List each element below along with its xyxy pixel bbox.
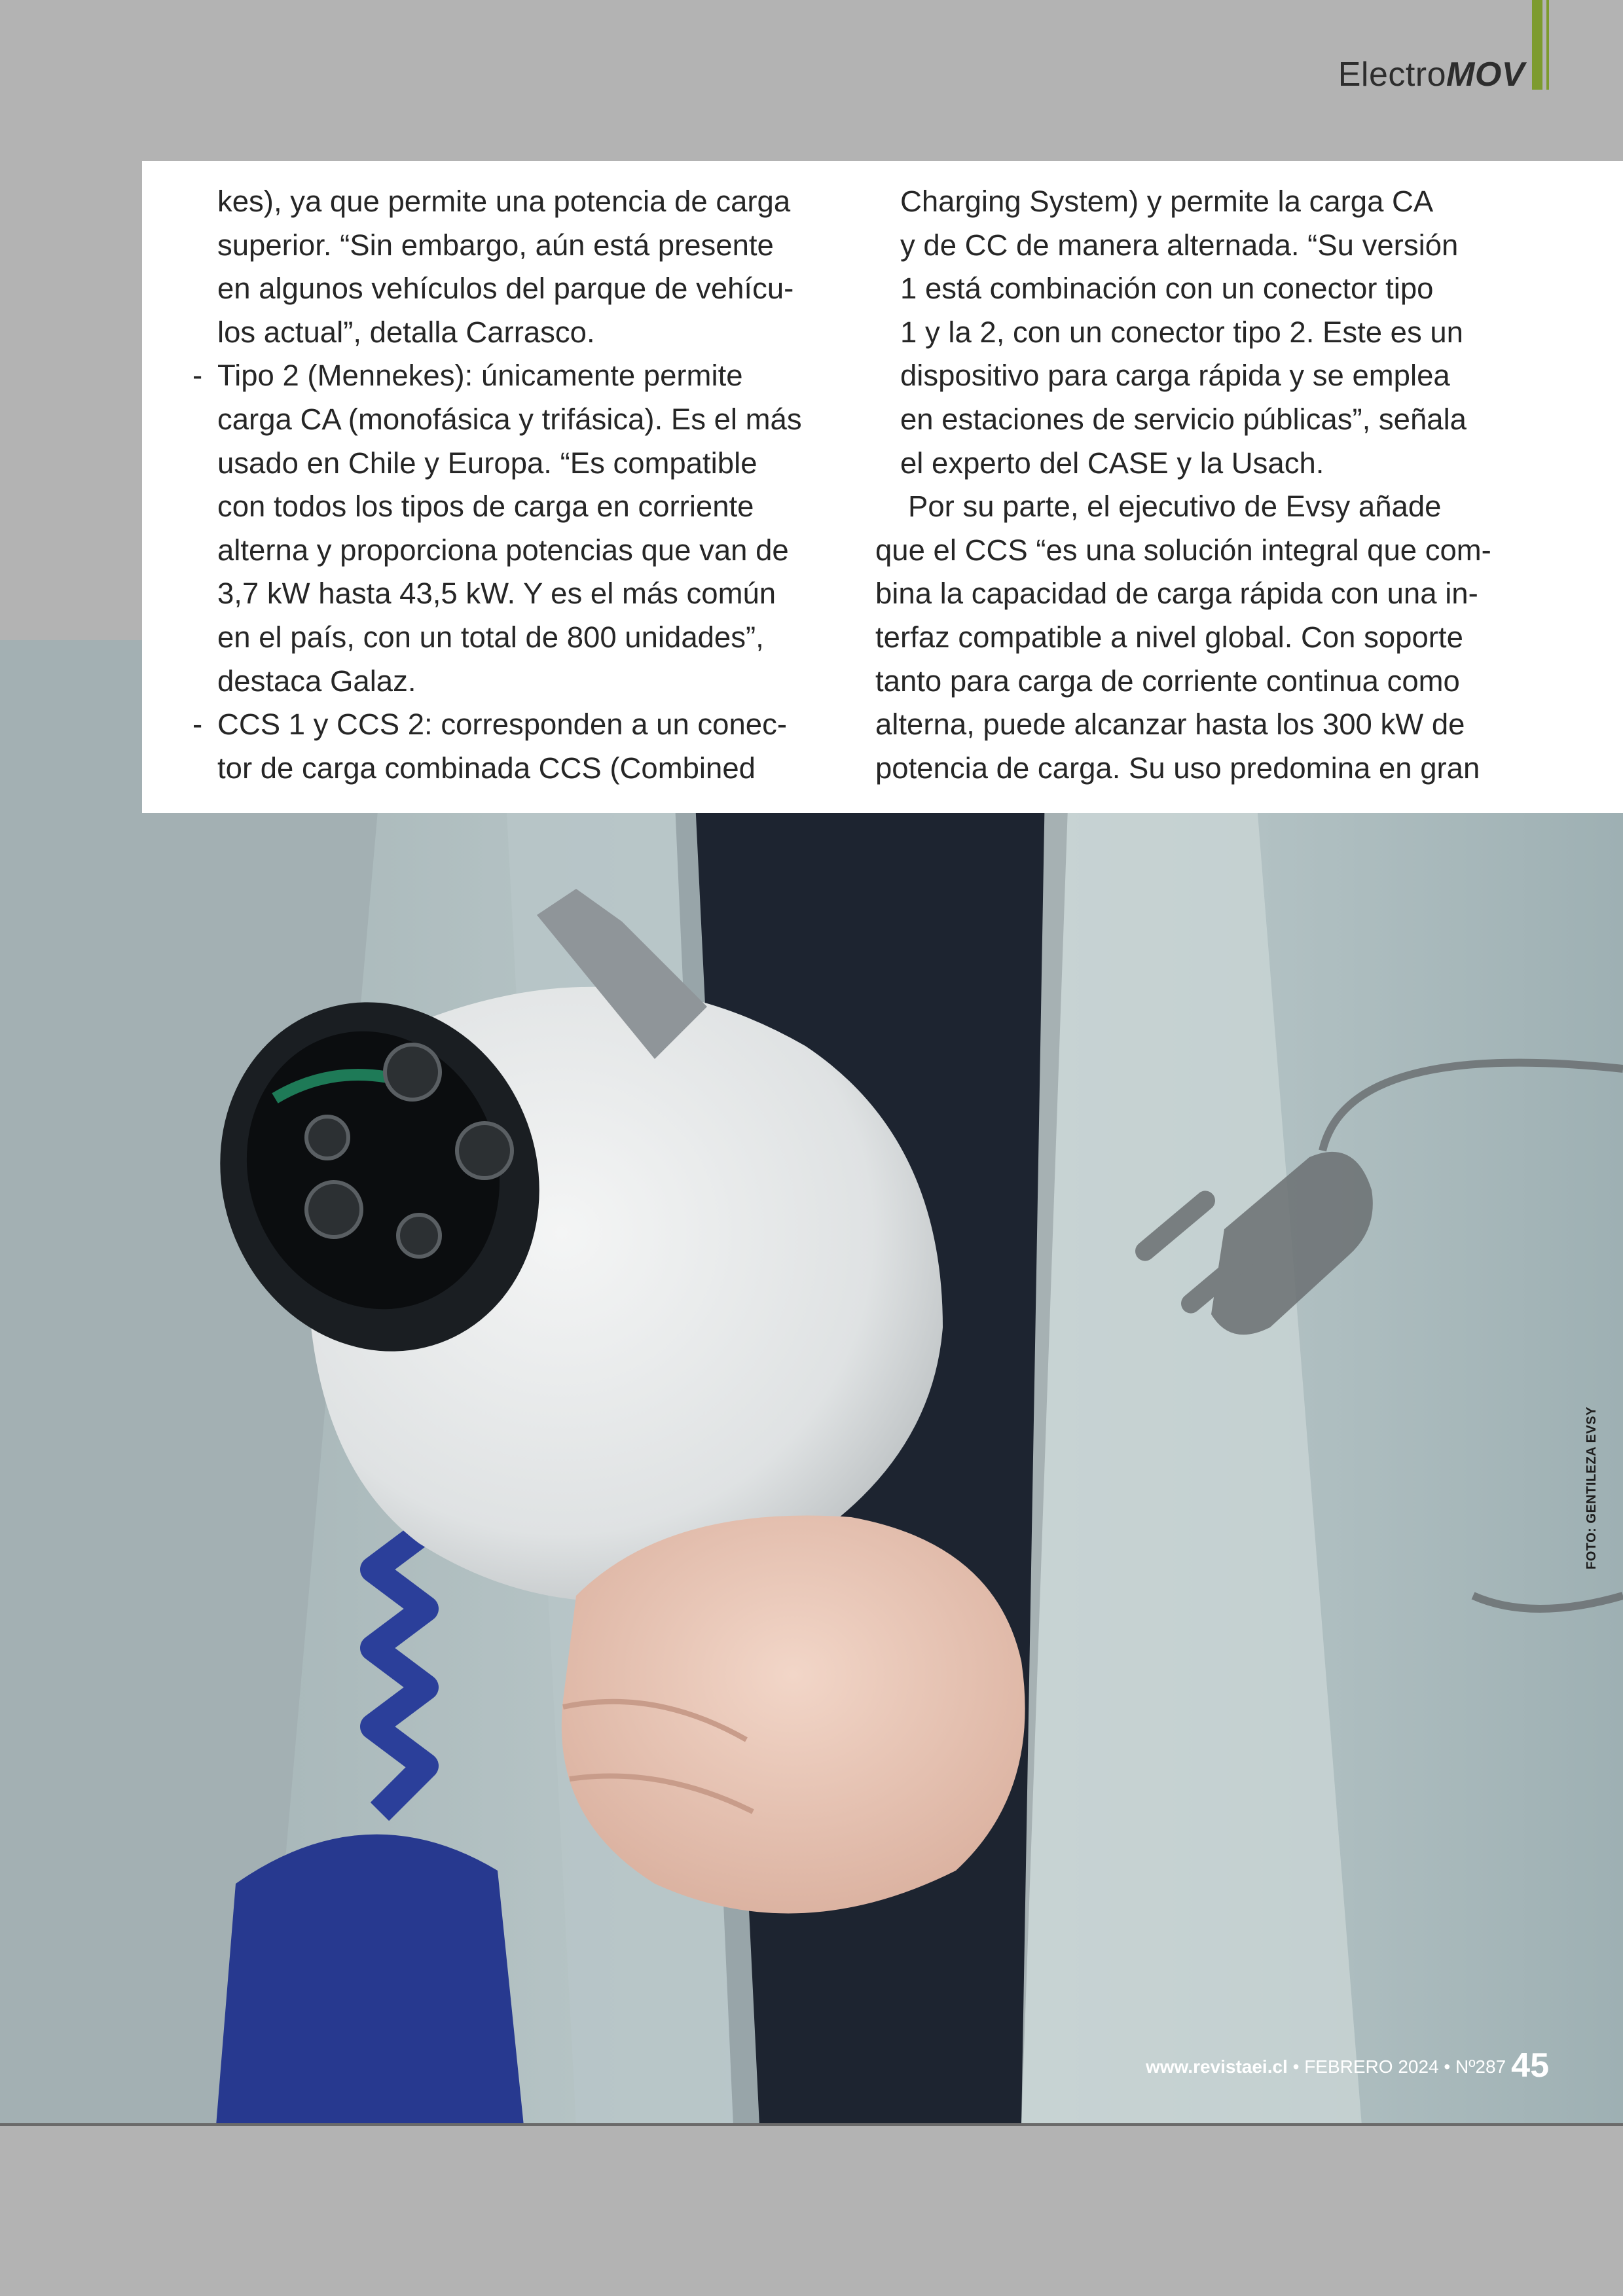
text-line: bina la capacidad de carga rápida con una in-	[875, 577, 1478, 611]
text-line: destaca Galaz.	[217, 664, 416, 698]
article-column-right	[875, 180, 1491, 790]
list-item	[192, 354, 802, 398]
text-line: 1 está combinación con un conector tipo	[900, 272, 1434, 306]
text-line: en el país, con un total de 800 unidades”,	[217, 620, 764, 654]
list-item	[192, 703, 802, 747]
text-line: dispositivo para carga rápida y se emplea	[900, 359, 1450, 393]
page-number: 45	[1511, 2047, 1549, 2085]
text-line: tanto para carga de corriente continua como	[875, 664, 1460, 698]
text-line: tor de carga combinada CCS (Combined	[217, 751, 756, 785]
section-tag	[1338, 55, 1525, 94]
bullet: -	[192, 708, 203, 742]
charger-photo	[0, 640, 1623, 2126]
text-line: carga CA (monofásica y trifásica). Es el más	[217, 402, 802, 436]
footer-website: www.revistaei.cl	[1145, 2056, 1288, 2077]
text-line: los actual”, detalla Carrasco.	[217, 315, 595, 349]
text-line: el experto del CASE y la Usach.	[900, 446, 1324, 480]
text-line: 3,7 kW hasta 43,5 kW. Y es el más común	[217, 577, 776, 611]
text-line: en estaciones de servicio públicas”, señala	[900, 402, 1467, 436]
section-tag-suffix: MOV	[1446, 56, 1525, 94]
text-line: y de CC de manera alternada. “Su versión	[900, 228, 1459, 262]
text-line: kes), ya que permite una potencia de carga	[217, 185, 791, 218]
text-line: usado en Chile y Europa. “Es compatible	[217, 446, 757, 480]
section-accent-bar-thin	[1546, 0, 1549, 90]
text-line: superior. “Sin embargo, aún está presente	[217, 228, 774, 262]
bullet: -	[192, 359, 203, 393]
text-line: que el CCS “es una solución integral que com-	[875, 533, 1491, 567]
text-line: alterna y proporciona potencias que van de	[217, 533, 789, 567]
footer-issue: • FEBRERO 2024 • Nº287	[1287, 2056, 1506, 2077]
article-column-left	[192, 180, 802, 790]
page-footer	[1146, 2046, 1549, 2085]
photo-credit: FOTO: GENTILEZA EVSY	[1584, 1407, 1599, 1570]
footer-divider	[0, 2123, 1623, 2126]
text-line: con todos los tipos de carga en corriente	[217, 490, 754, 524]
text-line: terfaz compatible a nivel global. Con soporte	[875, 620, 1463, 654]
text-line: Charging System) y permite la carga CA	[900, 185, 1434, 218]
text-line: Por su parte, el ejecutivo de Evsy añade	[908, 490, 1442, 524]
text-line: Tipo 2 (Mennekes): únicamente permite	[217, 359, 743, 393]
section-tag-prefix: Electro	[1338, 56, 1447, 94]
photo-illustration	[0, 640, 1623, 2126]
text-line: 1 y la 2, con un conector tipo 2. Este es un	[900, 315, 1463, 349]
text-line: alterna, puede alcanzar hasta los 300 kW de	[875, 708, 1465, 742]
section-accent-bar	[1532, 0, 1542, 90]
text-line: en algunos vehículos del parque de vehícu-	[217, 272, 794, 306]
text-line: CCS 1 y CCS 2: corresponden a un conec-	[217, 708, 787, 742]
text-line: potencia de carga. Su uso predomina en gran	[875, 751, 1480, 785]
